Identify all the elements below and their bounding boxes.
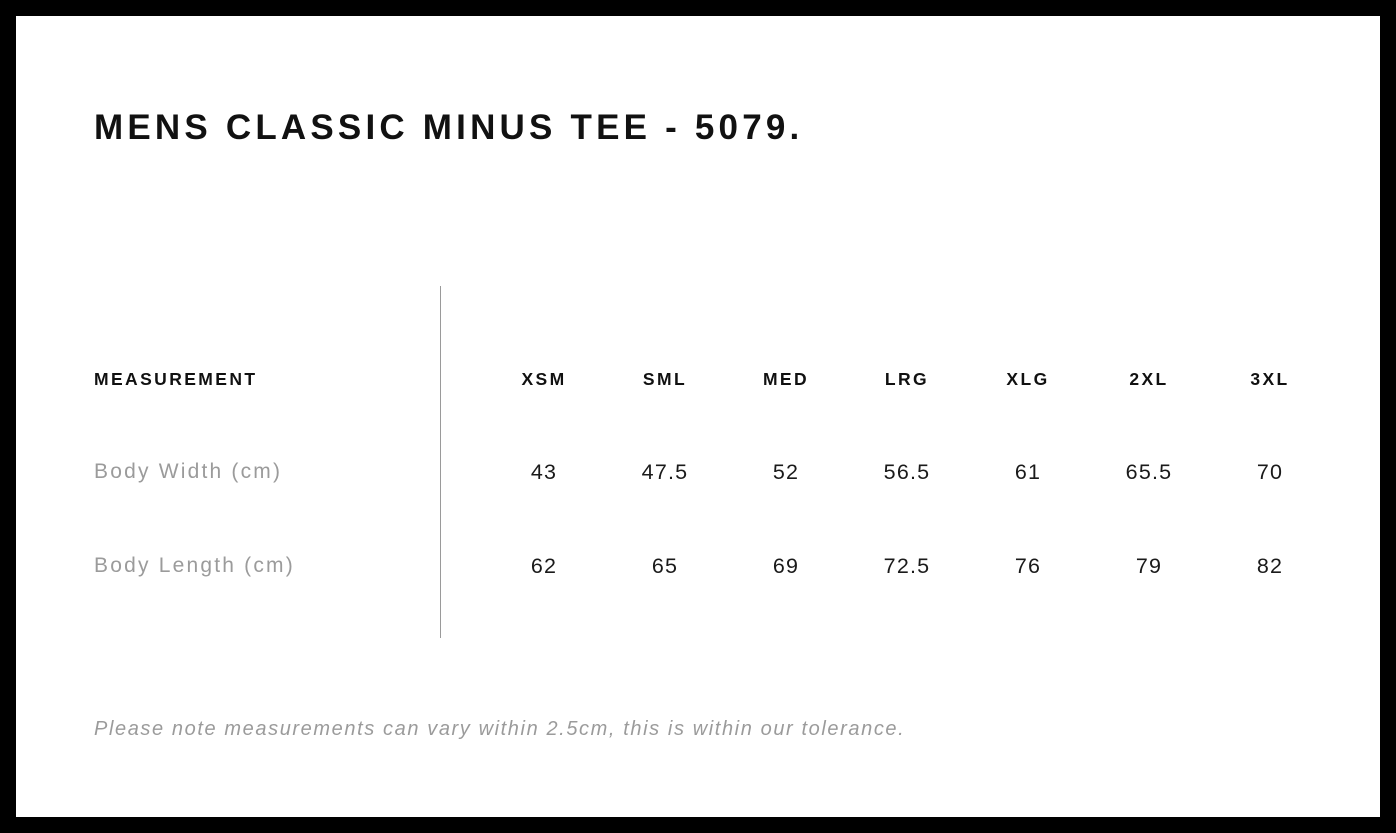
column-header-3xl: 3XL	[1250, 369, 1290, 389]
cell-body-length-xsm: 62	[530, 554, 558, 578]
column-header-lrg: LRG	[884, 369, 930, 389]
column-header-xsm: XSM	[521, 369, 567, 389]
cell-body-width-xlg: 61	[1014, 460, 1042, 484]
cell-body-width-3xl: 70	[1256, 460, 1284, 484]
cell-body-length-med: 69	[772, 554, 800, 578]
cell-body-width-xsm: 43	[530, 460, 558, 484]
cell-body-length-xlg: 76	[1014, 554, 1042, 578]
cell-body-width-sml: 47.5	[641, 460, 689, 484]
cell-body-width-lrg: 56.5	[883, 460, 931, 484]
column-header-sml: SML	[642, 369, 688, 389]
cell-body-length-sml: 65	[651, 554, 679, 578]
measurement-table	[16, 16, 1380, 817]
cell-body-width-2xl: 65.5	[1125, 460, 1173, 484]
column-header-2xl: 2XL	[1129, 369, 1169, 389]
tolerance-note: Please note measurements can vary within 2.5cm, this is within our tolerance.	[94, 718, 906, 740]
cell-body-length-lrg: 72.5	[883, 554, 931, 578]
page-title: MENS CLASSIC MINUS TEE - 5079.	[94, 108, 804, 147]
row-label-body-length: Body Length (cm)	[94, 554, 295, 577]
cell-body-length-2xl: 79	[1135, 554, 1163, 578]
cell-body-length-3xl: 82	[1256, 554, 1284, 578]
cell-body-width-med: 52	[772, 460, 800, 484]
row-label-body-width: Body Width (cm)	[94, 460, 283, 483]
column-header-measurement: MEASUREMENT	[94, 369, 258, 389]
column-header-xlg: XLG	[1006, 369, 1050, 389]
column-header-med: MED	[762, 369, 810, 389]
size-chart-page	[16, 16, 1380, 817]
